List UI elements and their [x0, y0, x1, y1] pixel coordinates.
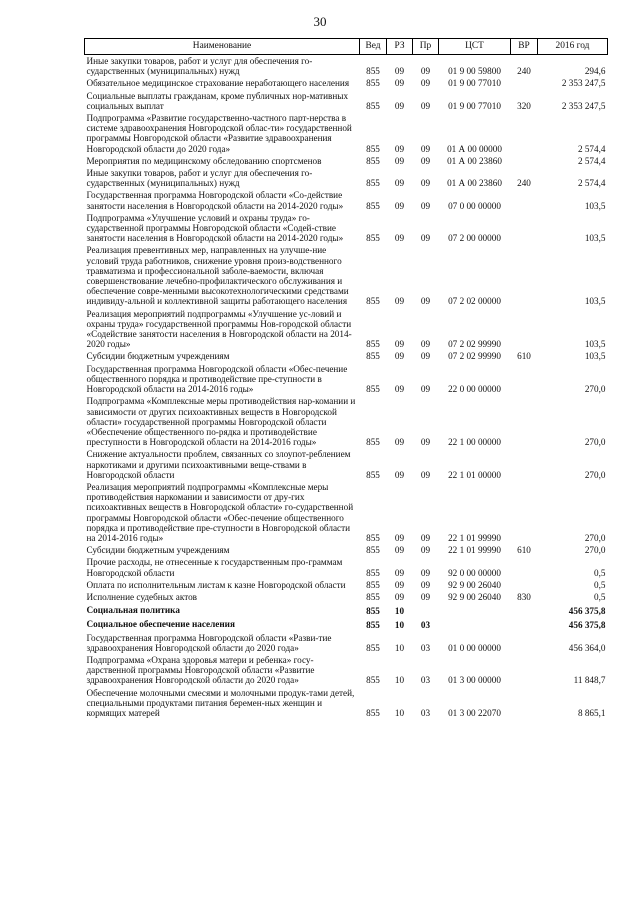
- row-vr: 240: [517, 66, 531, 77]
- table-row: [85, 189, 608, 211]
- table-row: [85, 155, 608, 167]
- table-row: [85, 55, 608, 78]
- row-pr: 09: [420, 545, 431, 556]
- row-pr: 09: [420, 178, 431, 189]
- row-pr: 09: [420, 155, 431, 166]
- row-name: Реализация мероприятий подпрограммы «Комплексные меры противодействия наркомании и зависимости от дру-гих психоактивных веществ в Новгородской области» го-сударственной программы Новгородской области «Обес-печение общественного порядка и противодействие пре-ступности в Новгородской области на 2014-2016 годы»: [86, 481, 354, 543]
- row-vr: [511, 244, 538, 307]
- row-vr: [511, 155, 538, 167]
- table-body: [85, 55, 608, 720]
- budget-table: [84, 38, 608, 719]
- row-ved: 855: [366, 233, 380, 244]
- row-name: Оплата по исполнительным листам к казне Новгородской области: [86, 579, 346, 590]
- header-cst: ЦСТ: [439, 39, 511, 55]
- row-pr: 09: [420, 384, 431, 395]
- row-cst: [439, 603, 511, 617]
- row-rz: 10: [394, 620, 405, 631]
- row-cst: 07 2 02 99990: [448, 351, 501, 362]
- table-row: [85, 448, 608, 481]
- row-pr: 09: [420, 591, 431, 602]
- table-row: [85, 544, 608, 556]
- header-vr: ВР: [511, 39, 538, 55]
- row-ved: 855: [366, 707, 380, 718]
- row-sum: 103,5: [584, 339, 606, 350]
- row-sum: 2 574,4: [577, 178, 606, 189]
- header-rz: РЗ: [387, 39, 413, 55]
- row-cst: 22 1 01 99990: [448, 532, 501, 543]
- row-sum: 103,5: [584, 296, 606, 307]
- table-row: [85, 579, 608, 591]
- row-name: Государственная программа Новгородской области «Обес-печение общественного порядка и противодействие пре-ступности в Новгородской области на 2014-2016 годы»: [86, 363, 348, 395]
- table-row: [85, 167, 608, 189]
- row-cst: 22 1 00 00000: [448, 437, 501, 448]
- row-ved: 855: [366, 384, 380, 395]
- row-pr: 09: [420, 579, 431, 590]
- table-row: [85, 632, 608, 654]
- row-pr: 09: [420, 233, 431, 244]
- row-vr: [511, 189, 538, 211]
- row-name: Подпрограмма «Комплексные меры противодействия нар-комании и зависимости от других психоактивных веществ в Новгородской области» государственной программы Новгородской области «Обеспечение общественного по-рядка и противодействие преступности в Новгородской области на 2014-2016 годы»: [86, 396, 356, 448]
- row-cst: 22 0 00 00000: [448, 384, 501, 395]
- row-name: Государственная программа Новгородской области «Со-действие занятости населения в Новгородской области на 2014-2020 годы»: [86, 190, 344, 211]
- row-sum: 0,5: [594, 567, 606, 578]
- row-ved: 855: [366, 200, 380, 211]
- row-sum: 294,6: [584, 66, 606, 77]
- table-row: [85, 244, 608, 307]
- row-cst: 92 0 00 00000: [448, 567, 501, 578]
- row-sum: 270,0: [584, 532, 606, 543]
- row-vr: [511, 212, 538, 245]
- row-pr: 09: [420, 532, 431, 543]
- row-sum: 270,0: [584, 437, 606, 448]
- table-row: [85, 481, 608, 544]
- row-cst: 22 1 01 99990: [448, 545, 501, 556]
- row-sum: 103,5: [584, 233, 606, 244]
- row-ved: 855: [366, 579, 380, 590]
- row-rz: 09: [394, 200, 405, 211]
- row-name: Подпрограмма «Развитие государственно-частного парт-нерства в системе здравоохранения Новгородской облас-ти» государственной программы Новгородской области «Развитие здравоохранения Новгородской области до 2020 года»: [86, 113, 352, 154]
- row-sum: 456 375,8: [568, 606, 606, 617]
- table-row: [85, 591, 608, 603]
- row-ved: 855: [366, 675, 380, 686]
- row-cst: 01 А 00 23860: [447, 178, 502, 189]
- row-ved: 855: [366, 155, 380, 166]
- row-name: Иные закупки товаров, работ и услуг для обеспечения го-сударственных (муниципальных) нужд: [86, 168, 313, 189]
- row-name: Подпрограмма «Охрана здоровья матери и ребенка» госу-дарственной программы Новгородской области «Развитие здравоохранения Новгородской области до 2020 года»: [86, 654, 315, 686]
- row-pr: 09: [420, 469, 431, 480]
- row-pr: 09: [420, 296, 431, 307]
- row-vr: [511, 448, 538, 481]
- row-vr: [511, 363, 538, 396]
- row-ved: 855: [366, 78, 380, 89]
- row-cst: 07 2 02 00000: [448, 296, 501, 307]
- row-sum: 2 574,4: [577, 143, 606, 154]
- row-ved: 855: [366, 100, 380, 111]
- row-name: Субсидии бюджетным учреждениям: [86, 351, 230, 362]
- row-rz: 09: [394, 532, 405, 543]
- row-vr: [511, 395, 538, 448]
- row-sum: 0,5: [594, 591, 606, 602]
- row-vr: [511, 556, 538, 578]
- row-vr: [511, 687, 538, 720]
- row-cst: 01 А 00 00000: [447, 143, 502, 154]
- row-pr: 09: [420, 66, 431, 77]
- row-ved: 855: [366, 143, 380, 154]
- row-pr: 03: [420, 620, 431, 631]
- row-vr: [511, 308, 538, 351]
- row-rz: 09: [394, 233, 405, 244]
- row-vr: 240: [517, 178, 531, 189]
- table-row: [85, 112, 608, 155]
- table-row: [85, 308, 608, 351]
- table-row: [85, 212, 608, 245]
- row-name: Социальная политика: [86, 605, 180, 616]
- row-pr: 09: [420, 200, 431, 211]
- row-rz: 10: [394, 606, 405, 617]
- row-sum: 8 865,1: [577, 707, 606, 718]
- row-ved: 855: [366, 339, 380, 350]
- table-row: [85, 556, 608, 578]
- row-cst: 01 0 00 00000: [448, 642, 501, 653]
- row-ved: 855: [366, 178, 380, 189]
- table-row: [85, 77, 608, 89]
- row-name: Реализация превентивных мер, направленных на улучше-ние условий труда работников, снижение уровня произ-водственного травматизма и профессиональной заболе-ваемости, включая совершенствование лечебно-профилактического обслуживания и обеспечение совре-менными высокотехнологическими средствами индивиду-альной и коллективной защиты работающего населения: [86, 245, 349, 307]
- row-ved: 855: [366, 469, 380, 480]
- header-sum: 2016 год: [538, 39, 608, 55]
- table-row: [85, 350, 608, 362]
- row-vr: 320: [517, 100, 531, 111]
- row-cst: 07 2 00 00000: [448, 233, 501, 244]
- row-vr: [511, 617, 538, 631]
- row-rz: 09: [394, 100, 405, 111]
- row-name: Снижение актуальности проблем, связанных со злоупот-реблением наркотиками и другими психоактивными веще-ствами в Новгородской области: [86, 449, 351, 480]
- row-sum: 2 353 247,5: [561, 78, 606, 89]
- row-name: Исполнение судебных актов: [86, 591, 198, 602]
- row-ved: 855: [366, 296, 380, 307]
- row-ved: 855: [366, 620, 380, 631]
- row-vr: 830: [517, 591, 531, 602]
- row-cst: 01 А 00 23860: [447, 155, 502, 166]
- row-rz: 09: [394, 545, 405, 556]
- row-vr: 610: [517, 545, 531, 556]
- row-sum: 2 574,4: [577, 155, 606, 166]
- row-rz: 09: [394, 591, 405, 602]
- header-name: Наименование: [85, 39, 360, 55]
- row-pr: 03: [420, 675, 431, 686]
- table-row: [85, 395, 608, 448]
- row-rz: 09: [394, 66, 405, 77]
- row-sum: 456 375,8: [568, 620, 606, 631]
- row-vr: [511, 481, 538, 544]
- row-cst: 22 1 01 00000: [448, 469, 501, 480]
- row-pr: [413, 603, 439, 617]
- table-row: [85, 617, 608, 631]
- row-vr: [511, 654, 538, 687]
- row-pr: 09: [420, 339, 431, 350]
- row-vr: [511, 112, 538, 155]
- row-rz: 09: [394, 78, 405, 89]
- row-cst: 92 9 00 26040: [448, 579, 501, 590]
- row-sum: 103,5: [584, 351, 606, 362]
- row-sum: 0,5: [594, 579, 606, 590]
- row-vr: [511, 77, 538, 89]
- table-header-row: [85, 39, 608, 55]
- row-vr: [511, 603, 538, 617]
- row-rz: 09: [394, 469, 405, 480]
- row-name: Мероприятия по медицинскому обследованию спортсменов: [86, 155, 322, 166]
- row-cst: [439, 617, 511, 631]
- row-sum: 11 848,7: [573, 675, 606, 686]
- table-row: [85, 687, 608, 720]
- row-sum: 270,0: [584, 545, 606, 556]
- row-sum: 103,5: [584, 200, 606, 211]
- row-sum: 456 364,0: [568, 642, 606, 653]
- row-pr: 09: [420, 351, 431, 362]
- row-rz: 10: [394, 707, 405, 718]
- page-number: 30: [313, 14, 327, 29]
- row-pr: 09: [420, 100, 431, 111]
- row-cst: 01 9 00 59800: [448, 66, 501, 77]
- row-ved: 855: [366, 591, 380, 602]
- row-vr: 610: [517, 351, 531, 362]
- row-rz: 09: [394, 296, 405, 307]
- row-cst: 01 9 00 77010: [448, 100, 501, 111]
- row-ved: 855: [366, 532, 380, 543]
- row-rz: 09: [394, 351, 405, 362]
- row-name: Социальное обеспечение населения: [86, 619, 235, 630]
- row-vr: [511, 579, 538, 591]
- row-name: Субсидии бюджетным учреждениям: [86, 545, 230, 556]
- row-pr: 09: [420, 78, 431, 89]
- row-sum: 270,0: [584, 469, 606, 480]
- row-pr: 03: [420, 707, 431, 718]
- row-ved: 855: [366, 606, 380, 617]
- row-name: Реализация мероприятий подпрограммы «Улучшение ус-ловий и охраны труда» государственной программы Нов-городской области «Содействие занятости населения в Новгородской области на 2014-2020 годы»: [86, 308, 352, 350]
- row-ved: 855: [366, 66, 380, 77]
- row-pr: 09: [420, 437, 431, 448]
- row-cst: 01 3 00 00000: [448, 675, 501, 686]
- row-rz: 09: [394, 178, 405, 189]
- row-name: Обязательное медицинское страхование неработающего населения: [86, 78, 350, 89]
- row-rz: 09: [394, 384, 405, 395]
- row-name: Иные закупки товаров, работ и услуг для обеспечения го-сударственных (муниципальных) нужд: [86, 56, 313, 77]
- row-ved: 855: [366, 437, 380, 448]
- row-rz: 09: [394, 437, 405, 448]
- row-cst: 01 3 00 22070: [448, 707, 501, 718]
- row-rz: 09: [394, 155, 405, 166]
- row-sum: 270,0: [584, 384, 606, 395]
- row-pr: 09: [420, 567, 431, 578]
- row-name: Обеспечение молочными смесями и молочными продук-тами детей, специальными продуктами питания беремен-ных женщин и кормящих матерей: [86, 687, 355, 718]
- row-vr: [511, 632, 538, 654]
- row-rz: 09: [394, 143, 405, 154]
- row-ved: 855: [366, 642, 380, 653]
- row-ved: 855: [366, 545, 380, 556]
- row-cst: 92 9 00 26040: [448, 591, 501, 602]
- row-sum: 2 353 247,5: [561, 100, 606, 111]
- row-name: Социальные выплаты гражданам, кроме публичных нор-мативных социальных выплат: [86, 90, 349, 111]
- row-rz: 10: [394, 675, 405, 686]
- row-name: Государственная программа Новгородской области «Разви-тие здравоохранения Новгородской области до 2020 года»: [86, 632, 332, 653]
- row-rz: 10: [394, 642, 405, 653]
- table-row: [85, 603, 608, 617]
- row-ved: 855: [366, 567, 380, 578]
- row-name: Прочие расходы, не отнесенные к государственным про-граммам Новгородской области: [86, 557, 343, 578]
- row-rz: 09: [394, 579, 405, 590]
- header-pr: Пр: [413, 39, 439, 55]
- table-row: [85, 363, 608, 396]
- row-cst: 01 9 00 77010: [448, 78, 501, 89]
- row-rz: 09: [394, 567, 405, 578]
- header-ved: Вед: [360, 39, 387, 55]
- row-name: Подпрограмма «Улучшение условий и охраны труда» го-сударственной программы Новгородской области «Содей-ствие занятости населения в Новгородской области на 2014-2020 годы»: [86, 212, 344, 244]
- table-row: [85, 654, 608, 687]
- row-rz: 09: [394, 339, 405, 350]
- row-cst: 07 2 02 99990: [448, 339, 501, 350]
- row-ved: 855: [366, 351, 380, 362]
- row-pr: 09: [420, 143, 431, 154]
- table-row: [85, 90, 608, 112]
- row-cst: 07 0 00 00000: [448, 200, 501, 211]
- row-pr: 03: [420, 642, 431, 653]
